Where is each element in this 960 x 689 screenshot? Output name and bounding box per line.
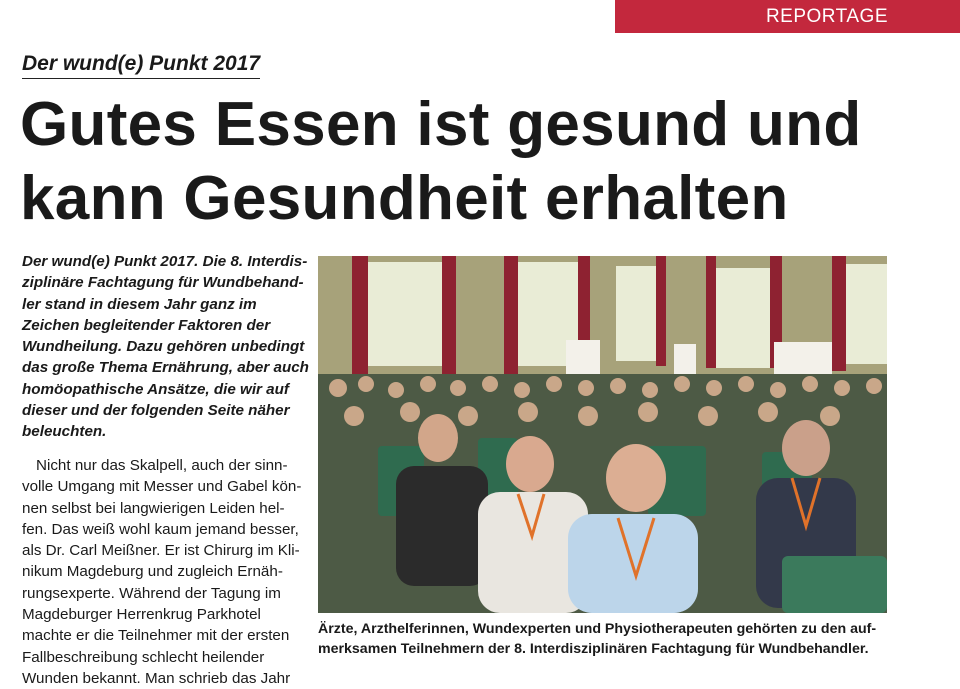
lead-line: Zeichen begleitender Faktoren der: [22, 316, 271, 334]
lead-line: Der wund(e) Punkt 2017. Die 8. Interdis-: [22, 253, 308, 270]
caption-line: Ärzte, Arzthelferinnen, Wundexperten und Physiotherapeuten gehörten zu den auf-: [318, 621, 877, 637]
body-line: als Dr. Carl Meißner. Er ist Chirurg im Kli-: [22, 542, 300, 560]
lead-line: beleuchten.: [22, 423, 107, 441]
lead-line: das große Thema Ernährung, aber auch: [22, 359, 309, 377]
body-paragraph: [22, 455, 302, 689]
body-line: Fallbeschreibung schlecht heilender: [22, 648, 265, 666]
lead-line: Wundheilung. Dazu gehören unbedingt: [22, 338, 305, 356]
body-line: Wunden bekannt. Man schrieb das Jahr: [22, 669, 291, 687]
body-line: Magdeburger Herrenkrug Parkhotel: [22, 606, 261, 624]
lead-line: homöopathische Ansätze, die wir auf: [22, 380, 289, 398]
body-line: volle Umgang mit Messer und Gabel kön-: [22, 478, 302, 496]
body-line: machte er die Teilnehmer mit der ersten: [22, 627, 290, 645]
body-line: nikum Magdeburg und zugleich Ernäh-: [22, 563, 283, 581]
lead-line: ler stand in diesem Jahr ganz im: [22, 295, 257, 313]
body-line: nen selbst bei langwierigen Leiden hel-: [22, 499, 285, 517]
section-label: REPORTAGE: [765, 5, 888, 27]
body-line: rungsexperte. Während der Tagung im: [22, 584, 281, 602]
photo-caption: [318, 619, 898, 659]
lead-line: ziplinäre Fachtagung für Wundbehand-: [22, 274, 304, 292]
body-line: fen. Das weiß wohl kaum jemand besser,: [22, 520, 299, 538]
headline-line-1: Gutes Essen ist gesund und: [20, 90, 862, 159]
headline-line-2: kann Gesundheit erhalten: [20, 164, 789, 233]
conference-audience-photo: [318, 256, 887, 613]
body-line: Nicht nur das Skalpell, auch der sinn-: [36, 457, 288, 474]
kicker: Der wund(e) Punkt 2017: [22, 52, 260, 79]
lead-paragraph: [22, 251, 309, 443]
caption-line: merksamen Teilnehmern der 8. Interdisziplinären Fachtagung für Wundbehandler.: [318, 641, 869, 657]
lead-line: dieser und der folgenden Seite näher: [22, 402, 290, 420]
section-label-tab: [615, 0, 960, 33]
headline: [20, 88, 920, 236]
